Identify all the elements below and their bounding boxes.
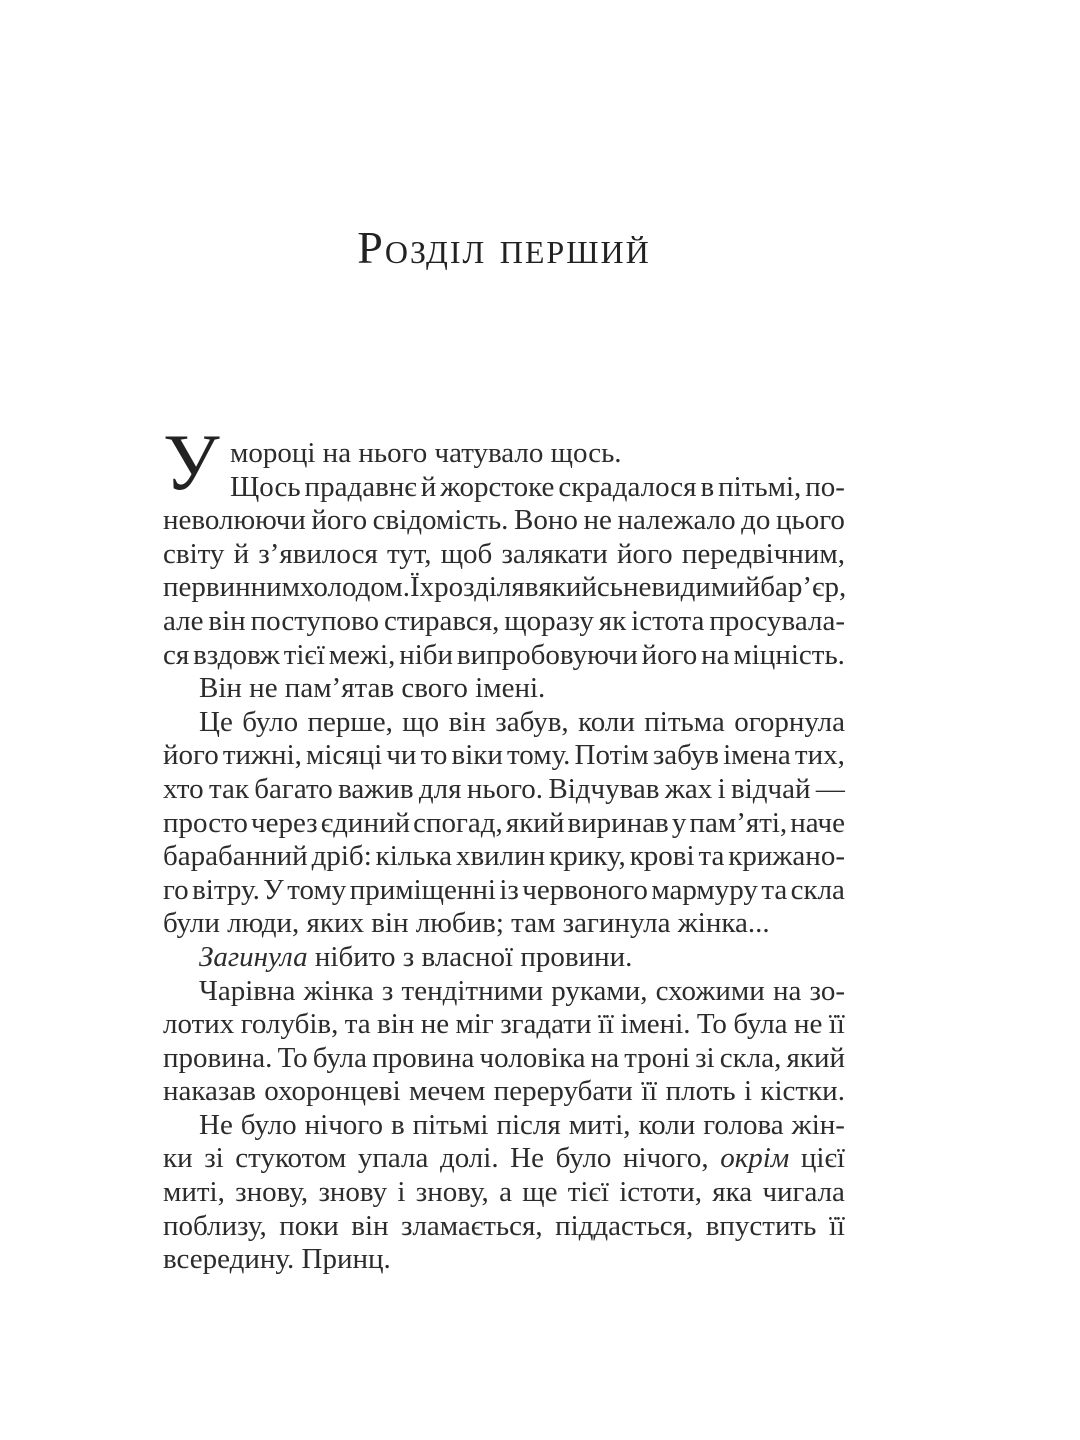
text-line: хто так багато важив для нього. Відчував жах і відчай — bbox=[163, 772, 845, 805]
text-line: барабанний дріб: кілька хвилин крику, крові та крижано- bbox=[163, 840, 845, 873]
text-line: ся вздовж тієї межі, ніби випробовуючи його на міцність. bbox=[163, 638, 845, 671]
text-line: світу й з’явилося тут, щоб залякати його передвічним, bbox=[163, 537, 845, 570]
paragraph bbox=[163, 471, 845, 673]
paragraph bbox=[163, 941, 845, 975]
text-line: го вітру. У тому приміщенні із червоного мармуру та скла bbox=[163, 873, 845, 906]
text-line: мороці на нього чатувало щось. bbox=[230, 437, 622, 469]
text-line: всередину. Принц. bbox=[163, 1243, 391, 1276]
drop-cap: У bbox=[163, 419, 220, 507]
text-line: але він поступово стирався, щоразу як істота просувала- bbox=[163, 604, 845, 637]
text-line: ки зі стукотом упала долі. Не було нічого, окрім цієї bbox=[163, 1142, 845, 1175]
text-line: були люди, яких він любив; там загинула жінка... bbox=[163, 907, 770, 940]
text-line: Це було перше, що він забув, коли пітьма огорнула bbox=[199, 705, 845, 738]
text-line: лотих голубів, та він не міг згадати її імені. То була не її bbox=[163, 1008, 845, 1041]
text-line: первинним холодом. Їх розділяв якийсь невидимий бар’єр, bbox=[163, 571, 847, 604]
text-line: провина. То була провина чоловіка на троні зі скла, який bbox=[163, 1041, 845, 1074]
text-line: поблизу, поки він зламається, піддасться, впустить її bbox=[163, 1209, 845, 1242]
paragraph bbox=[163, 437, 845, 471]
text-body bbox=[163, 419, 847, 1277]
text-line: неволюючи його свідомість. Воно не належало до цього bbox=[163, 504, 845, 537]
text-line: миті, знову, знову і знову, а ще тієї істоти, яка чигала bbox=[163, 1176, 845, 1209]
paragraph bbox=[163, 706, 845, 941]
text-line: його тижні, місяці чи то віки тому. Потім забув імена тих, bbox=[163, 739, 845, 772]
chapter-title: Розділ перший bbox=[357, 222, 651, 273]
text-column bbox=[163, 0, 845, 1277]
text-line: Загинула нібито з власної провини. bbox=[199, 940, 633, 973]
text-line: Щось прадавнє й жорстоке скрадалося в пітьмі, по- bbox=[230, 470, 845, 503]
paragraph bbox=[163, 975, 845, 1109]
text-line: просто через єдиний спогад, який виринав у пам’яті, наче bbox=[163, 806, 845, 839]
paragraph bbox=[163, 672, 845, 706]
text-line: наказав охоронцеві мечем перерубати її плоть і кістки. bbox=[163, 1075, 845, 1108]
text-line: Не було нічого в пітьмі після миті, коли голова жін- bbox=[199, 1108, 845, 1141]
paragraph bbox=[163, 1109, 845, 1277]
text-line: Чарівна жінка з тендітними руками, схожими на зо- bbox=[199, 974, 845, 1007]
text-line: Він не пам’ятав свого імені. bbox=[199, 672, 546, 705]
